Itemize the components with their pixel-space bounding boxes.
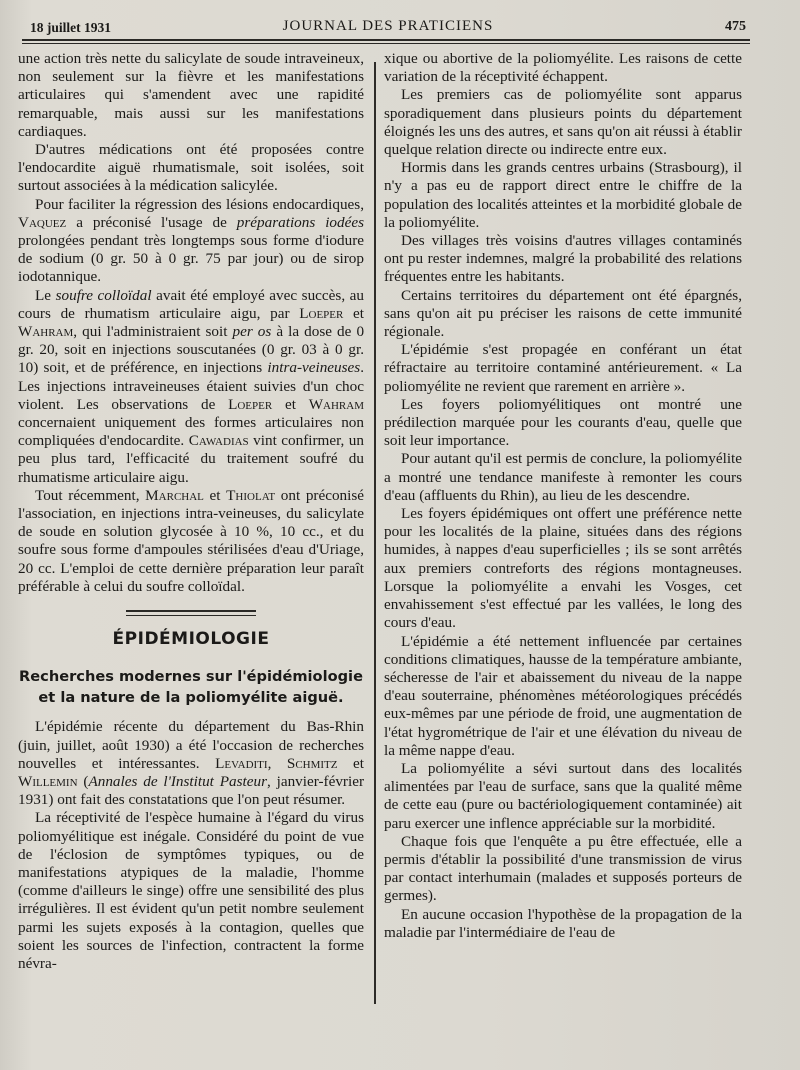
author-name: Marchal (145, 486, 204, 504)
paragraph: xique ou abortive de la poliomyélite. Les raisons de cette variation de la réceptivité échappent. (384, 50, 742, 86)
journal-title: JOURNAL DES PRATICIENS (282, 18, 494, 34)
paragraph: La poliomyélite a sévi surtout dans des localités alimentées par l'eau de surface, sans que la qualité même de cette eau (pure ou bactériologiquement contaminée) ait paru exercer une inflence appréciable sur la morbidité. (384, 759, 742, 832)
paragraph: La réceptivité de l'espèce humaine à l'égard du virus poliomyélitique est inégale. Considéré du point de vue de l'éclosion de symptômes typiques, ou de manifestations atypiques de la maladie, l'homme (comme d'ailleurs le singe) offre une sensibilité des plus irrégulières. Il est évident qu'un petit nombre seulement parmi les sujets exposés à la contagion, quelles que soient les sources de l'infection, contractent la forme névra- (18, 809, 364, 972)
header-rule-thin (22, 43, 750, 44)
author-name: Loeper (228, 395, 273, 413)
paragraph: Pour autant qu'il est permis de conclure, la poliomyélite a montré une tendance manifeste à remonter les cours d'eau (affluents du Rhin), au lieu de les descendre. (384, 450, 742, 504)
paragraph: Le soufre colloïdal avait été employé avec succès, au cours de rhumatism articulaire aigu, par Loeper et Wahram, qui l'administraient soit per os à la dose de 0 gr. 20, soit en injections souscutanées (0 gr. 03 à 0 gr. 10) soit, et de préférence, en injections intra-veineuses. Les injections intraveineuses étaient suivies d'un choc violent. Les observations de Loeper et Wahram concernaient uniquement des formes articulaires non compliquées d'endocardite. Cawadias vint confirmer, un peu plus tard, l'efficacité du traitement soufré du rhumatisme articulaire aigu. (18, 286, 365, 486)
paragraph: Hormis dans les grands centres urbains (Strasbourg), il n'y a pas eu de rapport direct entre le chiffre de la population des localités atteintes et la morbidité globale de la poliomyélite. (384, 159, 742, 231)
paragraph: L'épidémie récente du département du Bas-Rhin (juin, juillet, août 1930) a été l'occasion de recherches nouvelles et intéressantes. Levaditi, Schmitz et Willemin (Annales de l'Institut Pasteur, janvier-février 1931) ont fait des constatations que l'on peut résumer. (18, 718, 365, 809)
paragraph: Chaque fois que l'enquête a pu être effectuée, elle a permis d'établir la possibilité d'une transmission de virus par contact interhumain (malades et supposés porteurs de germes). (384, 832, 742, 905)
author-name: Schmitz (286, 754, 338, 772)
paragraph: L'épidémie a été nettement influencée par certaines conditions climatiques, hausse de la température ambiante, sécheresse de l'air et abaissement du niveau de la nappe d'eau souterraine, phénomènes météorologiques précédés eux-mêmes par une période de froid, une augmentation de l'état hygrométrique de l'air et une élévation du niveau de la même nappe d'eau. (384, 632, 742, 759)
left-column (18, 50, 364, 973)
paragraph: Des villages très voisins d'autres villages contaminés ont pu rester indemnes, malgré la probabilité des relations fréquentes entre les habitants. (384, 232, 742, 286)
paragraph: Certains territoires du département ont été épargnés, sans qu'on ait pu préciser les raisons de cette immunité régionale. (384, 286, 742, 341)
paragraph: En aucune occasion l'hypothèse de la propagation de la maladie par l'intermédiaire de l'eau de (384, 905, 742, 941)
paragraph: Les foyers épidémiques ont offert une préférence nette pour les localités de la plaine, situées dans des régions humides, à nappes d'eau superficielles ; ils se sont arrêtés aux premiers contreforts des régions montagneuses. Lorsque la poliomyélite a envahi les Vosges, cet envahissement s'est effectué par les vallées, le long des cours d'eau. (384, 505, 742, 632)
paragraph: Tout récemment, Marchal et Thiolat ont préconisé l'association, en injections intra-veineuses, du salicylate de soude en solution glycosée à 10 %, 10 cc., et du soufre sous forme d'ampoules stérilisées d'eau d'Uriage, 20 cc. L'emploi de cette dernière préparation leur paraît préférable à celui du soufre colloïdal. (18, 486, 365, 595)
header-rule (22, 39, 750, 41)
column-divider (374, 62, 376, 1004)
paragraph: D'autres médications ont été proposées contre l'endocardite aiguë rhumatismale, soit isolées, soit surtout associées à la médication salicylée. (18, 141, 364, 195)
header-date: 18 juillet 1931 (30, 20, 111, 35)
section-title: ÉPIDÉMIOLOGIE (112, 629, 270, 650)
running-header (30, 16, 746, 38)
paragraph: Les foyers poliomyélitiques ont montré une prédilection marquée pour les courants d'eau, quelle que soit leur importance. (384, 395, 742, 450)
author-name: Cawadias (188, 432, 249, 450)
paragraph: L'épidémie s'est propagée en conférant un état réfractaire au territoire contaminé antérieurement. « La poliomyélite ne revient que rarement en arrière ». (384, 341, 742, 395)
author-name: Wahram (308, 395, 364, 413)
author-name: Levaditi (215, 754, 268, 772)
section-ornament-rule (126, 610, 256, 616)
paragraph: une action très nette du salicylate de soude intraveineux, non seulement sur la fièvre et les manifestations articulaires qui s'amendent avec une rapidité remarquable, mais aussi sur les manifestations cardiaques. (18, 50, 364, 140)
author-name: Loeper (299, 304, 344, 322)
article-title: Recherches modernes sur l'épidémiologie et la nature de la poliomyélite aiguë. (19, 668, 363, 707)
author-name: Thiolat (226, 486, 276, 504)
paragraph: Les premiers cas de poliomyélite sont apparus sporadiquement dans plusieurs points du département éloignés les uns des autres, et sans qu'on ait réussi à établir quelque relation directe ou indirecte entre eux. (384, 86, 742, 159)
paragraph: Pour faciliter la régression des lésions endocardiques, Vaquez a préconisé l'usage de préparations iodées prolongées pendant très longtemps sous forme d'iodure de sodium (0 gr. 50 à 0 gr. 75 par jour) ou de sirop iodotannique. (18, 195, 365, 286)
author-name: Vaquez (18, 213, 67, 231)
author-name: Wahram (18, 323, 74, 341)
author-name: Willemin (18, 772, 78, 790)
right-column (384, 50, 742, 942)
page-number: 475 (725, 19, 746, 34)
